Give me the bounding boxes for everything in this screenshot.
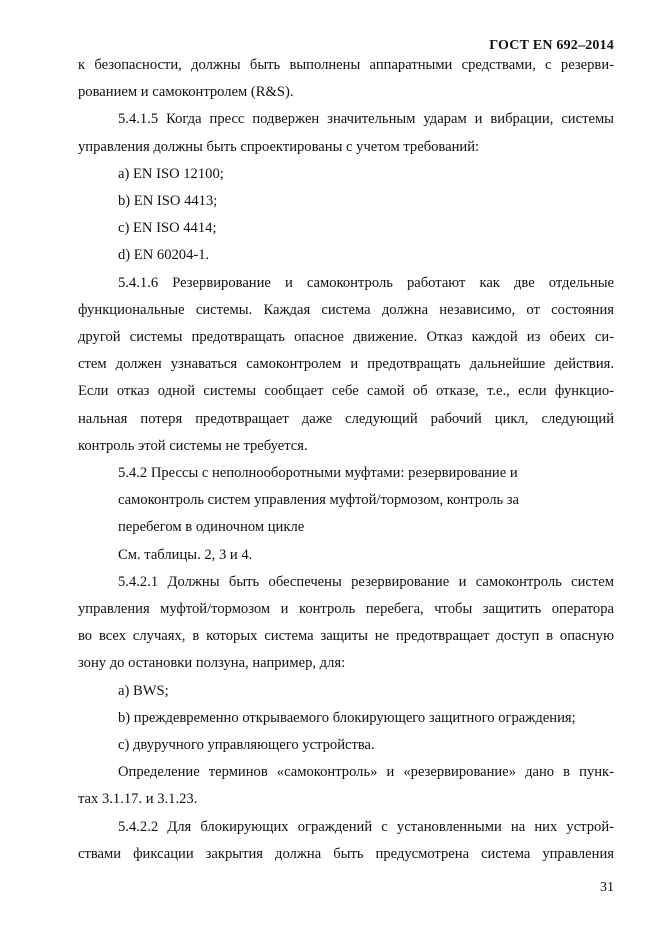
text-line: рованием и самоконтролем (R&S). [78, 84, 294, 101]
text-line: зону до остановки ползуна, например, для: [78, 655, 346, 672]
list-item: b) преждевременно открываемого блокирующего защитного ограждения; [118, 709, 576, 726]
text-line: Определение терминов «самоконтроль» и «резервирование» дано в пунк- [118, 764, 614, 781]
list-item: a) BWS; [118, 682, 169, 699]
text-line: 5.4.1.5 Когда пресс подвержен значительным ударам и вибрации, системы [118, 111, 614, 128]
page-number: 31 [600, 880, 614, 895]
list-item: c) двуручного управляющего устройства. [118, 737, 375, 754]
text-line: другой системы предотвращать опасное движение. Отказ каждой из обеих си- [78, 329, 614, 346]
standard-header: ГОСТ EN 692–2014 [489, 38, 614, 53]
body-text [78, 52, 614, 868]
section-heading: самоконтроль систем управления муфтой/тормозом, контроль за [118, 492, 520, 509]
text-line: См. таблицы. 2, 3 и 4. [118, 546, 253, 563]
text-line: 5.4.2.2 Для блокирующих ограждений с установленными на них устрой- [118, 818, 614, 835]
text-line: контроль этой системы не требуется. [78, 437, 308, 454]
text-line: во всех случаях, в которых система защиты не предотвращает доступ в опасную [78, 628, 614, 645]
list-item: d) EN 60204-1. [118, 247, 210, 264]
text-line: нальная потеря предотвращает даже следующий рабочий цикл, следующий [78, 410, 614, 427]
text-line: тах 3.1.17. и 3.1.23. [78, 791, 198, 808]
text-line: к безопасности, должны быть выполнены аппаратными средствами, с резерви- [78, 57, 614, 73]
text-line: стем должен узнаваться самоконтролем и предотвращать дальнейшие действия. [78, 356, 614, 373]
section-heading: 5.4.2 Прессы с неполнооборотными муфтами: резервирование и [118, 465, 518, 482]
text-line: управления муфтой/тормозом и контроль перебега, чтобы защитить оператора [78, 601, 614, 618]
list-item: c) EN ISO 4414; [118, 220, 217, 237]
text-line: 5.4.2.1 Должны быть обеспечены резервирование и самоконтроль систем [118, 573, 614, 590]
section-heading: перебегом в одиночном цикле [118, 519, 305, 536]
text-line: функциональные системы. Каждая система должна независимо, от состояния [78, 301, 614, 318]
text-line: 5.4.1.6 Резервирование и самоконтроль работают как две отдельные [118, 274, 614, 291]
list-item: a) EN ISO 12100; [118, 165, 224, 182]
text-line: Если отказ одной системы сообщает себе самой об отказе, т.е., если функцио- [78, 383, 614, 400]
text-line: ствами фиксации закрытия должна быть предусмотрена система управления [78, 845, 614, 862]
list-item: b) EN ISO 4413; [118, 193, 218, 210]
text-line: управления должны быть спроектированы с учетом требований: [78, 138, 480, 155]
